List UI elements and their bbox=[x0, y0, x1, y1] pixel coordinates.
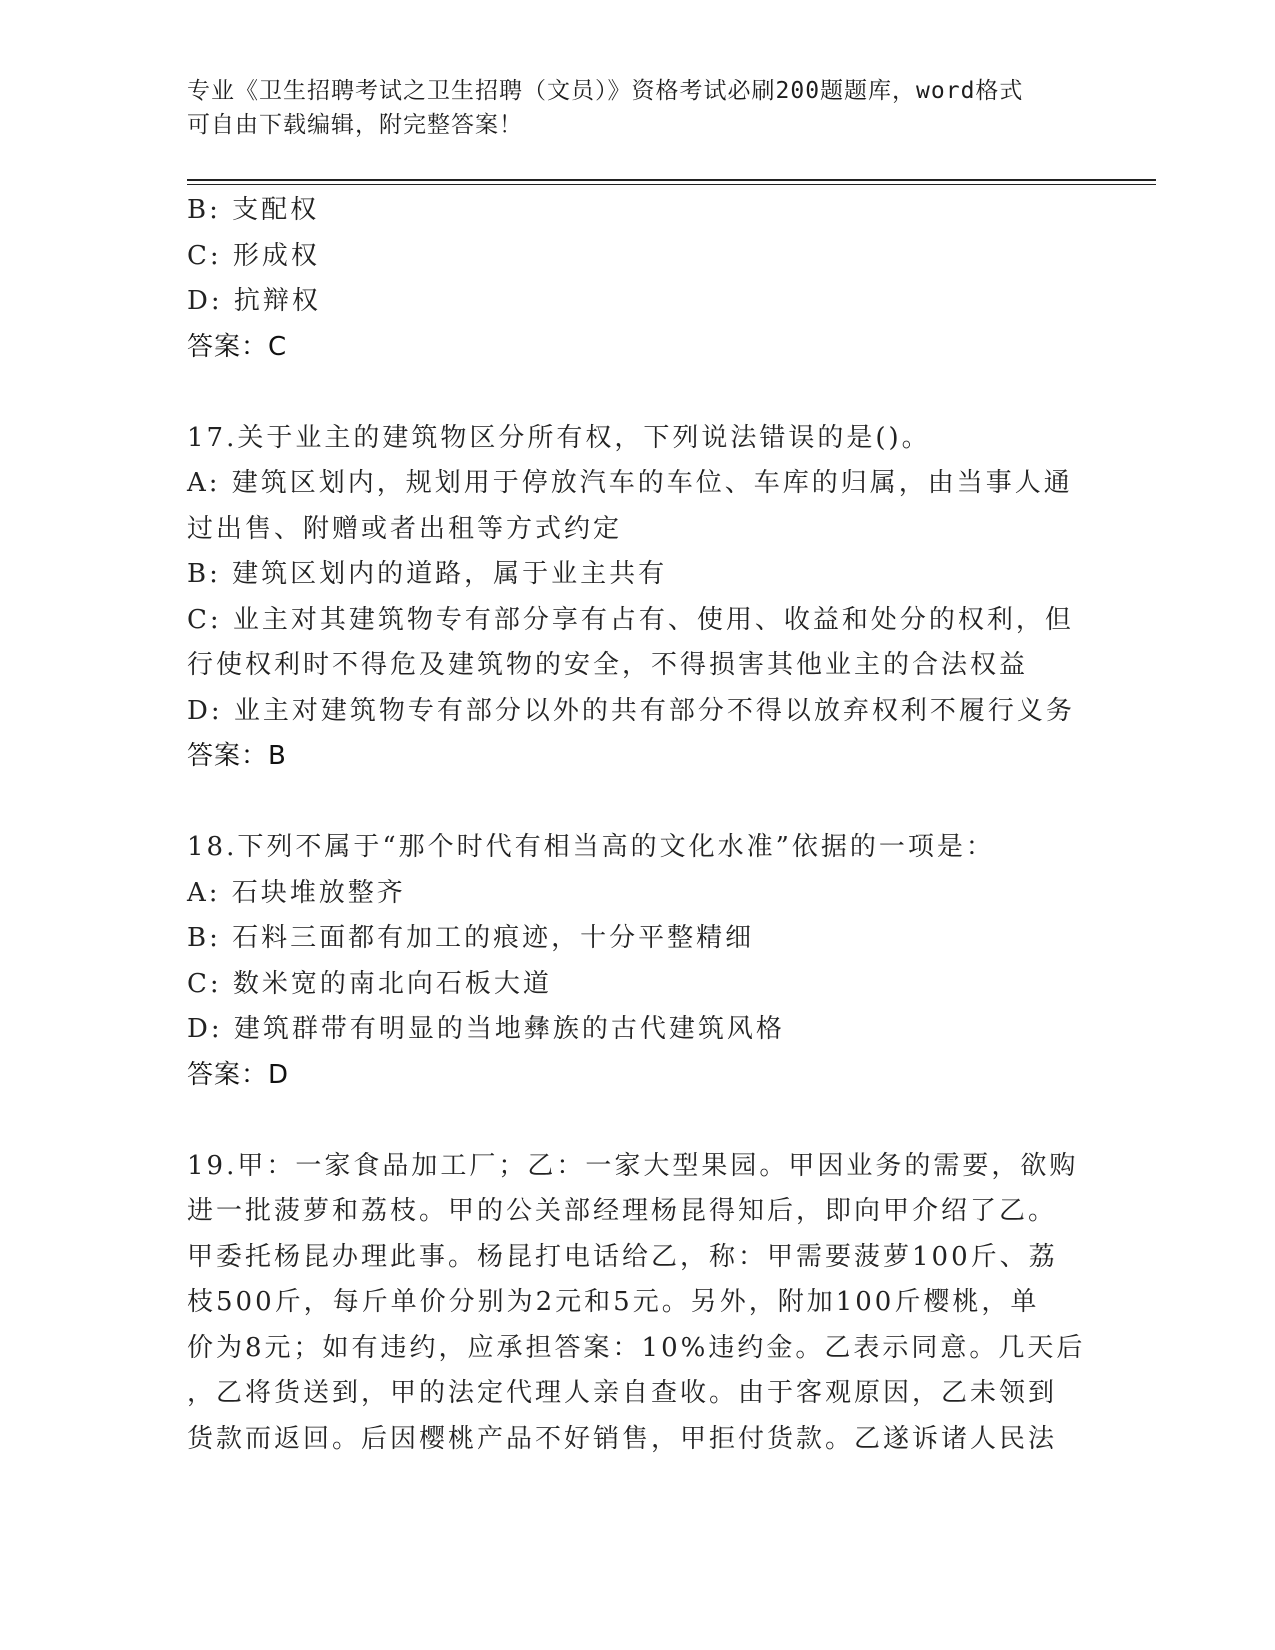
header-line-1: 专业《卫生招聘考试之卫生招聘（文员）》资格考试必刷200题题库，word格式 bbox=[187, 78, 1024, 104]
option-c: C: 形成权 bbox=[187, 240, 320, 271]
option-c-continued: 行使权利时不得危及建筑物的安全，不得损害其他业主的合法权益 bbox=[187, 650, 1029, 680]
option-a: A: 建筑区划内，规划用于停放汽车的车位、车库的归属，由当事人通 bbox=[187, 468, 1073, 498]
option-d: D: 建筑群带有明显的当地彝族的古代建筑风格 bbox=[187, 1014, 785, 1044]
page-header bbox=[187, 74, 1067, 142]
question-stem-line: 枝500斤，每斤单价分别为2元和5元。另外，附加100斤樱桃，单 bbox=[187, 1287, 1040, 1317]
question-stem: 17.关于业主的建筑物区分所有权，下列说法错误的是()。 bbox=[187, 422, 931, 453]
answer-line: 答案：D bbox=[187, 1059, 290, 1090]
option-d: D: 抗辩权 bbox=[187, 286, 321, 316]
header-rule-thick bbox=[187, 179, 1156, 181]
question-19-block bbox=[187, 1144, 1087, 1463]
answer-line: 答案：B bbox=[187, 741, 287, 771]
question-stem-line: 进一批菠萝和荔枝。甲的公关部经理杨昆得知后，即向甲介绍了乙。 bbox=[187, 1196, 1058, 1226]
option-d: D: 业主对建筑物专有部分以外的共有部分不得以放弃权利不履行义务 bbox=[187, 695, 1075, 726]
header-line-2: 可自由下载编辑，附完整答案！ bbox=[187, 112, 523, 138]
question-stem-line: 货款而返回。后因樱桃产品不好销售，甲拒付货款。乙遂诉诸人民法 bbox=[187, 1423, 1058, 1454]
question-16-block bbox=[187, 188, 1087, 370]
question-stem-line: ，乙将货送到，甲的法定代理人亲自查收。由于客观原因，乙未领到 bbox=[187, 1378, 1058, 1408]
spacer bbox=[187, 1098, 1087, 1144]
question-stem-line: 价为8元；如有违约，应承担答案：10%违约金。乙表示同意。几天后 bbox=[187, 1332, 1086, 1363]
option-b: B: 建筑区划内的道路，属于业主共有 bbox=[187, 559, 668, 589]
option-b: B: 石料三面都有加工的痕迹，十分平整精细 bbox=[187, 923, 755, 953]
question-stem: 18.下列不属于“那个时代有相当高的文化水准”依据的一项是： bbox=[187, 832, 995, 862]
question-18-block bbox=[187, 825, 1087, 1098]
question-17-block bbox=[187, 416, 1087, 780]
answer-line: 答案：C bbox=[187, 331, 288, 362]
option-c: C: 业主对其建筑物专有部分享有占有、使用、收益和处分的权利，但 bbox=[187, 604, 1074, 635]
option-a-continued: 过出售、附赠或者出租等方式约定 bbox=[187, 513, 623, 544]
header-rule-thin bbox=[187, 184, 1156, 185]
question-stem-line: 甲委托杨昆办理此事。杨昆打电话给乙，称：甲需要菠萝100斤、荔 bbox=[187, 1241, 1058, 1272]
spacer bbox=[187, 780, 1087, 826]
question-content bbox=[187, 188, 1087, 1462]
option-b: B: 支配权 bbox=[187, 195, 320, 225]
option-c: C: 数米宽的南北向石板大道 bbox=[187, 968, 552, 999]
option-a: A: 石块堆放整齐 bbox=[187, 877, 406, 908]
question-stem-line: 19.甲：一家食品加工厂；乙：一家大型果园。甲因业务的需要，欲购 bbox=[187, 1150, 1079, 1181]
spacer bbox=[187, 370, 1087, 416]
